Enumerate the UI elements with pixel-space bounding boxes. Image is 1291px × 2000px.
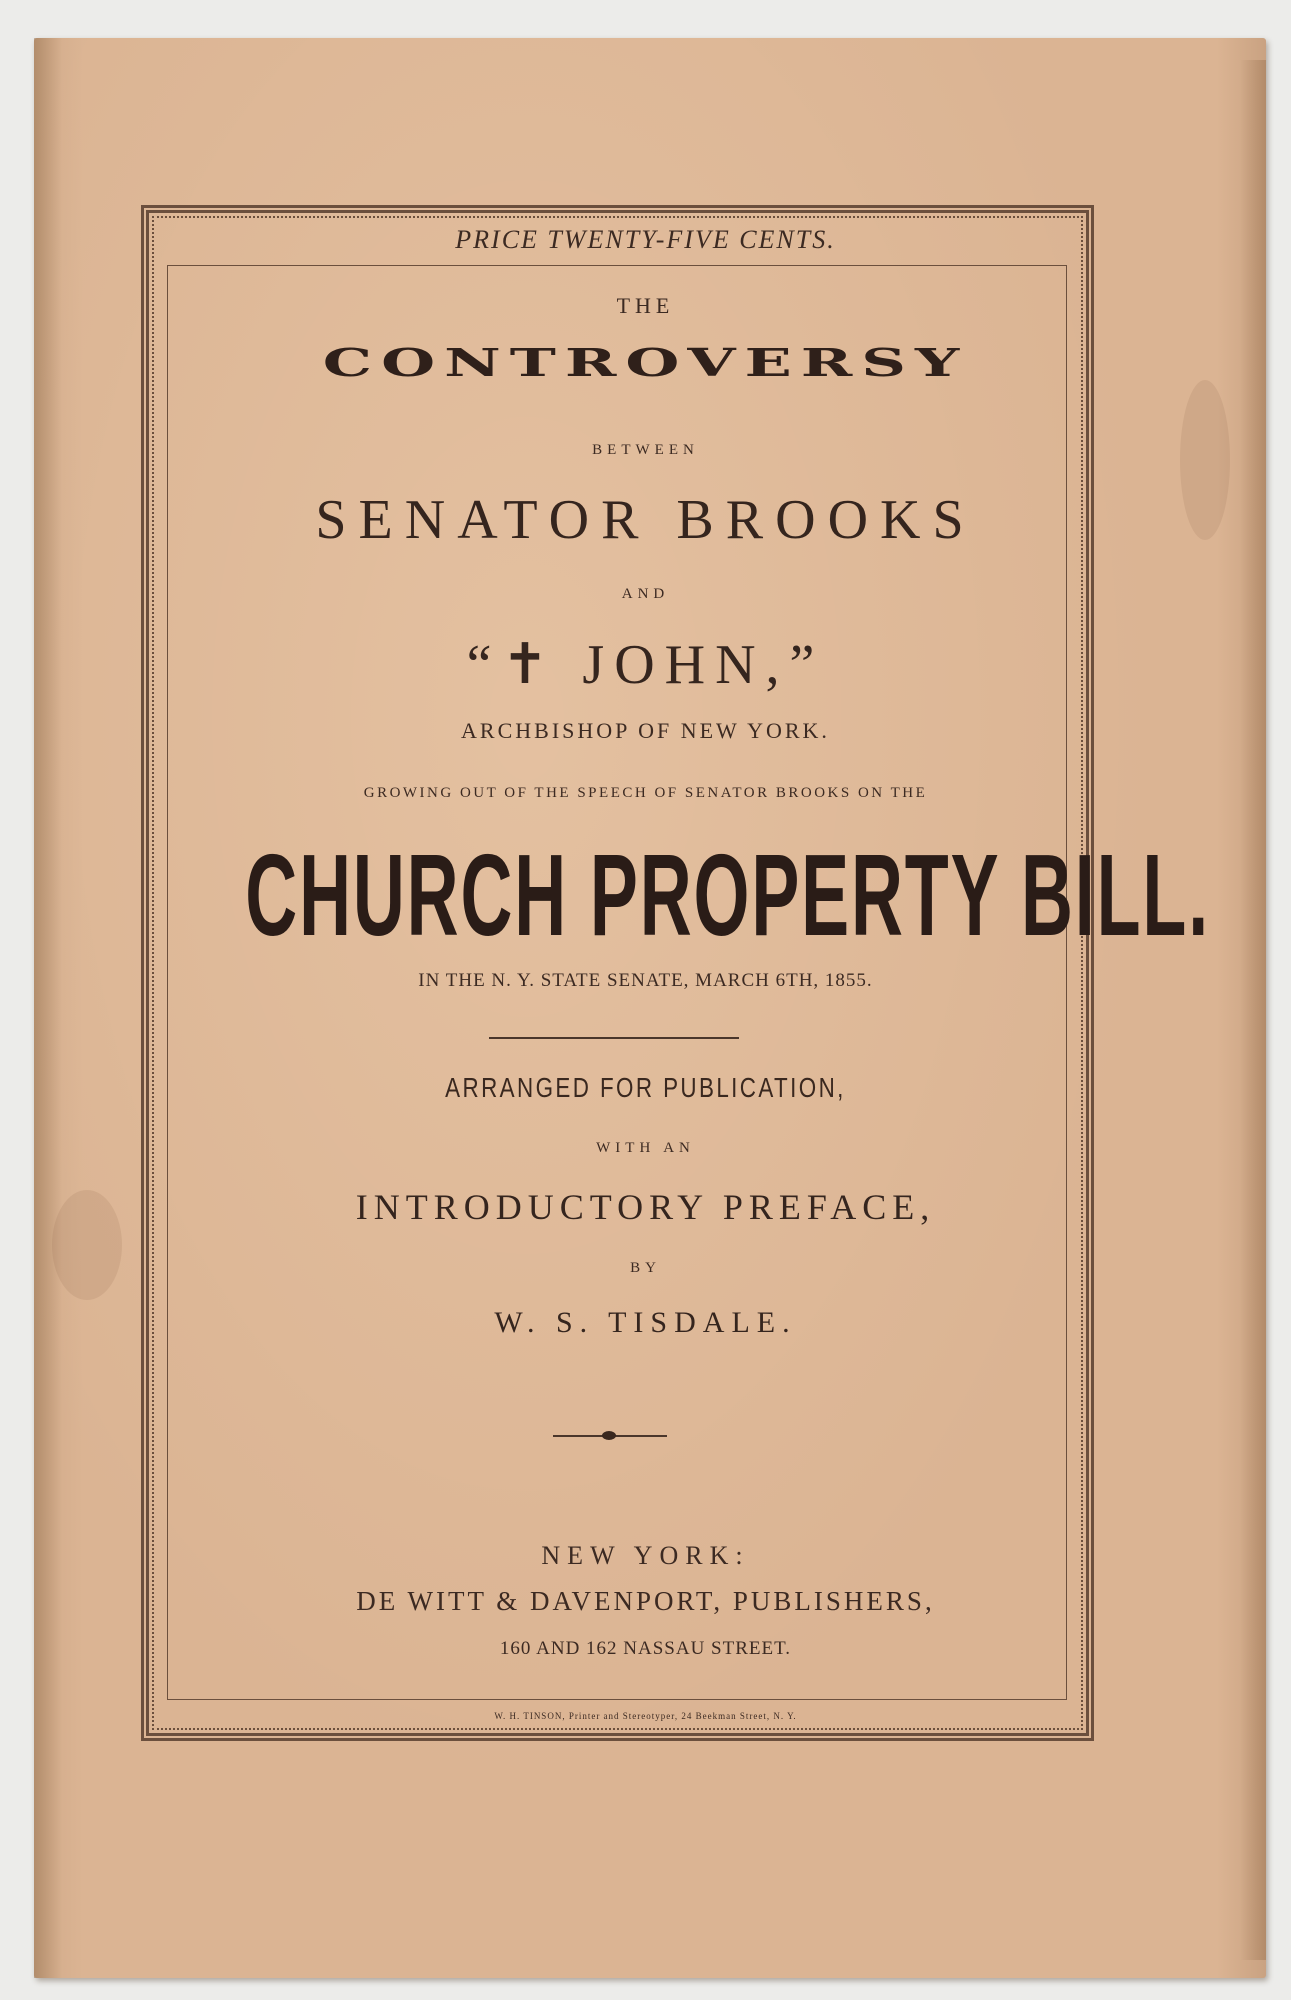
by-word: BY [630,1260,661,1276]
price-line: PRICE TWENTY-FIVE CENTS. [455,225,836,254]
and-word: AND [621,586,670,602]
publisher-name: DE WITT & DAVENPORT, PUBLISHERS, [356,1586,935,1616]
between-word: BETWEEN [592,442,699,458]
party-two-title: ARCHBISHOP OF NEW YORK. [461,718,830,743]
with-an-line: WITH AN [596,1140,695,1156]
party-two: “✝ JOHN,” [466,634,825,696]
printer-imprint: W. H. TINSON, Printer and Stereotyper, 24 Beekman Street, N. Y. [494,1711,797,1721]
bill-title: CHURCH PROPERTY BILL. [245,830,1211,960]
party-one: SENATOR BROOKS [315,489,976,551]
main-title: CONTROVERSY [322,340,969,386]
ornament-diamond [602,1431,616,1440]
subtitle-line: GROWING OUT OF THE SPEECH OF SENATOR BROOKS ON THE [363,785,928,801]
preface-line: INTRODUCTORY PREFACE, [355,1187,936,1227]
title-article: THE [616,293,675,318]
cover-left-edge-wear [34,38,62,1978]
senate-date-line: IN THE N. Y. STATE SENATE, MARCH 6TH, 1855. [418,970,873,991]
author-name: W. S. TISDALE. [494,1306,797,1339]
publisher-address: 160 AND 162 NASSAU STREET. [499,1638,792,1659]
publication-place: NEW YORK: [541,1541,750,1570]
arranged-line: ARRANGED FOR PUBLICATION, [445,1072,846,1103]
divider-rule [489,1037,739,1039]
